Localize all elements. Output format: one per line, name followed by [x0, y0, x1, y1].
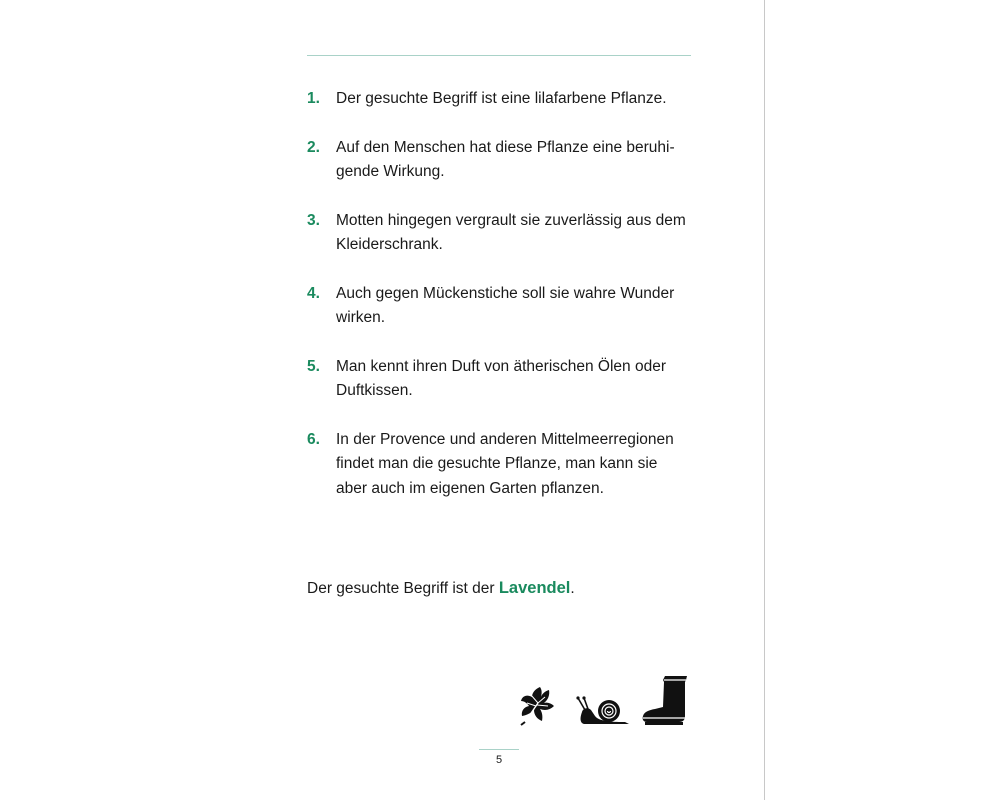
clue-text-line: Auch gegen Mückenstiche soll sie wahre Wunder [336, 284, 675, 302]
clue-list [307, 87, 707, 525]
footer-divider [479, 749, 519, 750]
adjacent-blank-page [764, 0, 1000, 800]
clue-item [307, 209, 707, 258]
answer-sentence [307, 576, 727, 601]
top-divider [307, 55, 691, 56]
clue-text-line: Man kennt ihren Duft von ätherischen Ölen oder [336, 357, 666, 375]
clue-text-line: In der Provence und anderen Mittelmeerregionen [336, 430, 674, 448]
decorative-icons [517, 672, 697, 728]
clue-number: 1. [307, 90, 320, 107]
clue-item [307, 355, 707, 404]
clue-number: 5. [307, 357, 320, 375]
clue-text-line: Kleiderschrank. [336, 236, 443, 253]
clue-text-line: findet man die gesuchte Pflanze, man kann sie [336, 455, 658, 472]
clue-item [307, 87, 707, 112]
clue-item [307, 282, 707, 331]
clue-text-line: Der gesuchte Begriff ist eine lilafarbene Pflanze. [336, 90, 667, 107]
clue-text-line: Auf den Menschen hat diese Pflanze eine beruhi- [336, 138, 675, 156]
clue-text-line: wirken. [336, 309, 386, 326]
snail-icon [575, 696, 631, 726]
clue-item [307, 428, 707, 502]
clue-number: 4. [307, 284, 320, 302]
leaf-icon [517, 684, 563, 726]
clue-number: 6. [307, 430, 320, 448]
rubber-boot-icon [641, 674, 691, 726]
page-number: 5 [495, 754, 503, 766]
clue-number: 3. [307, 211, 320, 229]
answer-prefix: Der gesuchte Begriff ist der [307, 580, 499, 597]
clue-number: 2. [307, 138, 320, 156]
answer-suffix: . [570, 580, 575, 597]
answer-word: Lavendel [498, 579, 571, 597]
clue-text-line: Duftkissen. [336, 382, 413, 399]
clue-text-line: gende Wirkung. [336, 163, 445, 180]
clue-text-line: aber auch im eigenen Garten pflanzen. [336, 479, 604, 497]
clue-item [307, 136, 707, 185]
clue-text-line: Motten hingegen vergrault sie zuverlässig aus dem [336, 211, 686, 229]
